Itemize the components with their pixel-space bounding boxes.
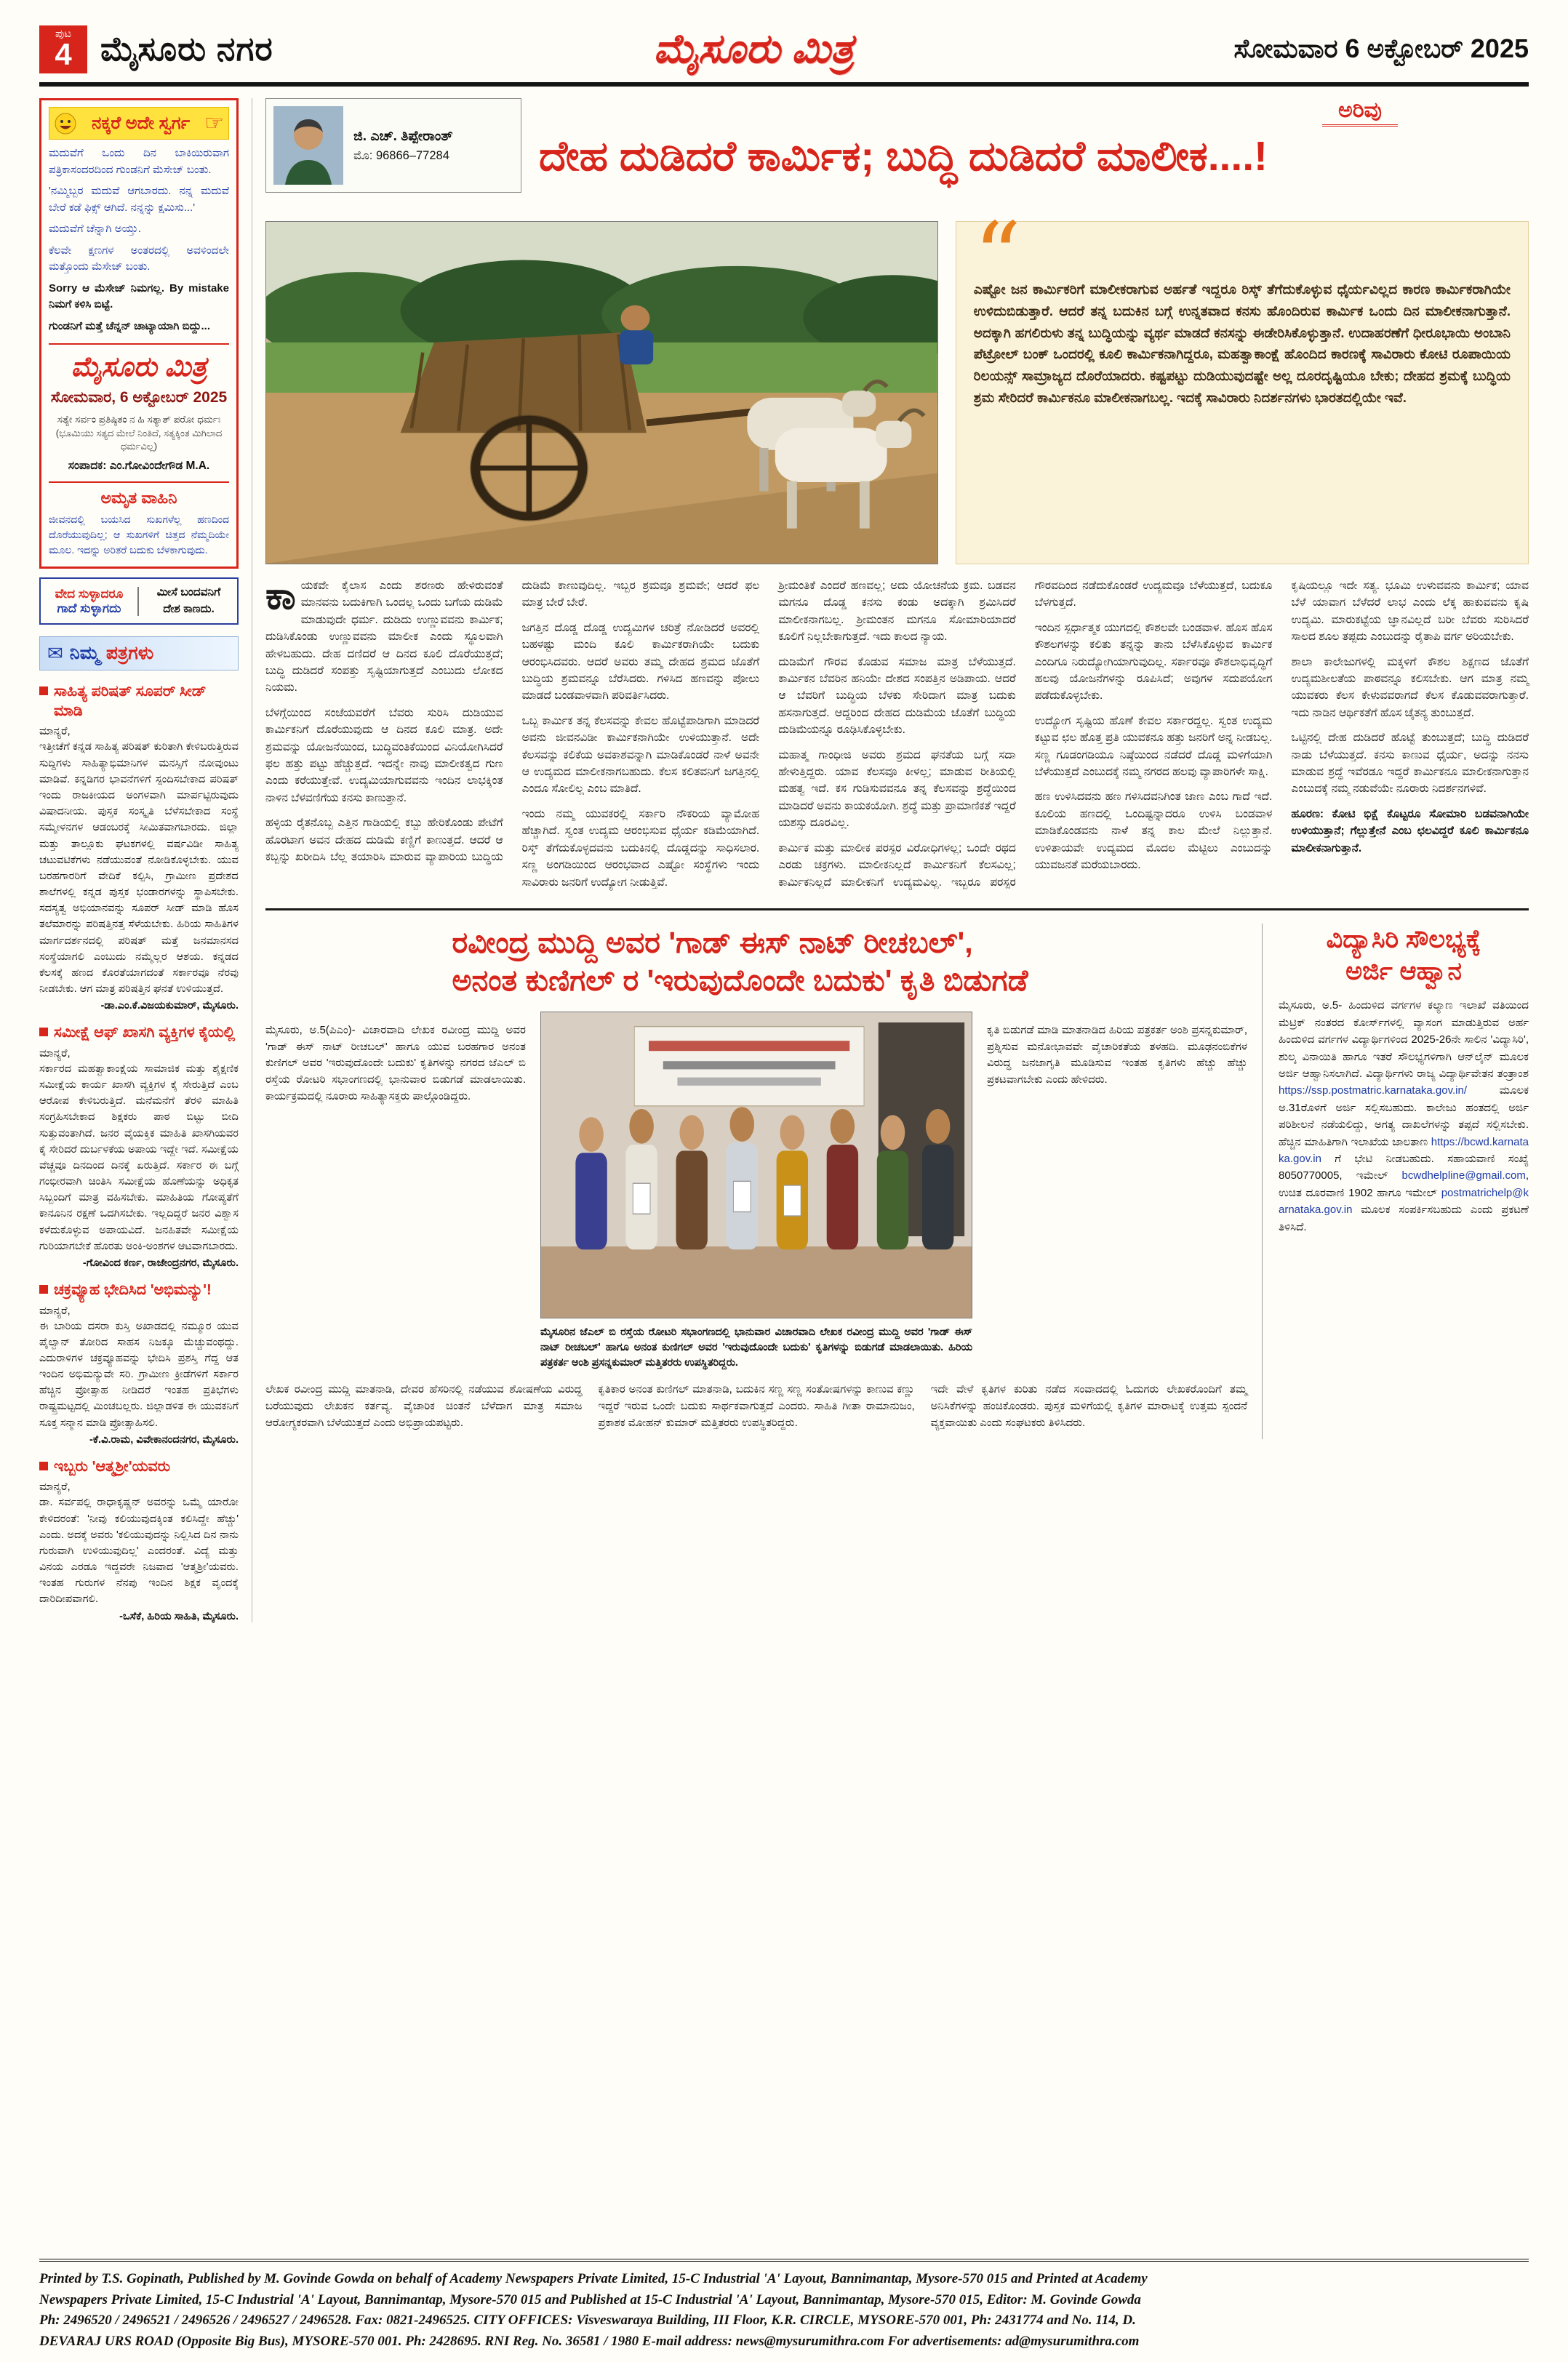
letter-body: ಡಾ. ಸರ್ವಪಲ್ಲಿ ರಾಧಾಕೃಷ್ಣನ್ ಅವರನ್ನು ಒಮ್ಮೆ ಯಾರೋ ಕೇಳಿದರಂತೆ: 'ನೀವು ಕಲಿಯುವುದಕ್ಕಿಂತ ಕಲಿಸಿದ್ದೇ ಹೆಚ್ಚು' ಎಂದು. ಅದಕ್ಕೆ ಅವರು 'ಕಲಿಯುವುದನ್ನು ನಿಲ್ಲಿಸಿದ ದಿನ ನಾನು ಗುರುವಾಗಿ ಉಳಿಯುವುದಿಲ್ಲ' ಎಂದರಂತೆ. ವಿದ್ಯೆ ಮತ್ತು ವಿನಯ ಎರಡೂ ಇದ್ದವರೇ ನಿಜವಾದ 'ಆತ್ಮಶ್ರೀ'ಯವರು. ಇಂತಹ ಗುರುಗಳ ನೆನಪು ಇಂದಿನ ಶಿಕ್ಷಕ ವೃಂದಕ್ಕೆ ದಾರಿದೀಪವಾಗಲಿ. [39,1497,239,1606]
scheme-body [1279,997,1529,1235]
lead-paragraph: ದುಡಿಮೆಗೆ ಗೌರವ ಕೊಡುವ ಸಮಾಜ ಮಾತ್ರ ಬೆಳೆಯುತ್ತದೆ. ಕಾರ್ಮಿಕನ ಬೆವರಿನ ಹನಿಯೇ ದೇಶದ ಸಂಪತ್ತಿನ ಅಡಿಪಾಯ. ಆದರೆ ಆ ಬೆವರಿಗೆ ಬುದ್ಧಿಯ ಬೆಳಕು ಸೇರಿದಾಗ ಮಾತ್ರ ಬದುಕು ಹಸನಾಗುತ್ತದೆ. ಆದ್ದರಿಂದ ದೇಹದ ದುಡಿಮೆಯ ಜೊತೆಗೆ ಬುದ್ಧಿಯ ದುಡಿಮೆಯನ್ನೂ ರೂಢಿಸಿಕೊಳ್ಳಬೇಕು. [778,655,1016,737]
proverb-right-line1: ಮೀಸೆ ಬಂದವನಿಗೆ [156,586,221,599]
pull-quote-text: ಎಷ್ಟೋ ಜನ ಕಾರ್ಮಿಕರಿಗೆ ಮಾಲೀಕರಾಗುವ ಅರ್ಹತೆ ಇದ್ದರೂ ರಿಸ್ಕ್ ತೆಗೆದುಕೊಳ್ಳುವ ಧೈರ್ಯವಿಲ್ಲದ ಕಾರಣ ಕಾರ್ಮಿಕರಾಗಿಯೇ ಉಳಿದುಬಿಡುತ್ತಾರೆ. ಆದರೆ ತನ್ನ ಬದುಕಿನ ಬಗ್ಗೆ ಉನ್ನತವಾದ ಕನಸು ಹೊಂದಿರುವ ಕಾರ್ಮಿಕ ಒಂದು ದಿನ ಮಾಲೀಕನಾಗುತ್ತಾನೆ. ಅದಕ್ಕಾಗಿ ಹಗಲಿರುಳು ತನ್ನ ಬುದ್ಧಿಯನ್ನು ವ್ಯರ್ಥ ಮಾಡದೆ ಕನಸನ್ನು ಈಡೇರಿಸಿಕೊಳ್ಳುತ್ತಾನೆ. ಉದಾಹರಣೆಗೆ ಧೀರೂಭಾಯಿ ಅಂಬಾನಿ ಪೆಟ್ರೋಲ್ ಬಂಕ್ ಒಂದರಲ್ಲಿ ಕೂಲಿ ಕಾರ್ಮಿಕನಾಗಿದ್ದರೂ, ಮಹತ್ವಾಕಾಂಕ್ಷೆ ಹೊಂದಿದ ಕಾರಣಕ್ಕೆ ಸಾವಿರಾರು ಕೋಟಿ ರೂಪಾಯಿಯ ರಿಲಯನ್ಸ್ ಸಾಮ್ರಾಜ್ಯದ ದೊರೆಯಾದರು. ಕಷ್ಟಪಟ್ಟು ದುಡಿಯುವುದಷ್ಟೇ ಅಲ್ಲ ದೂರದೃಷ್ಟಿಯೂ ಬೇಕು; ದೇಹದ ಶ್ರಮಕ್ಕೆ ಬುದ್ಧಿಯ ಶ್ರಮ ಸೇರಿದರೆ ಕಾರ್ಮಿಕನೂ ಮಾಲೀಕನಾಗಬಲ್ಲ. ಇದಕ್ಕೆ ಸಾವಿರಾರು ನಿದರ್ಶನಗಳು ಭಾರತದಲ್ಲಿಯೇ ಇವೆ. [973,281,1511,405]
section-title: ಮೈಸೂರು ನಗರ [100,29,273,68]
rail-masthead-date: ಸೋಮವಾರ, 6 ಅಕ್ಟೋಬರ್ 2025 [50,389,228,406]
proverb-right-line2: ದೇಶ ಕಾಣದು. [163,602,215,615]
drop-cap: ಕಾ [265,575,296,618]
joke-line: ಮದುವೆಗೆ ಚೆನ್ನಾಗಿ ಅಯ್ತು. [49,223,141,235]
lead-body [265,577,1529,891]
lead-article [265,98,1529,891]
letter-body: ಈ ಬಾರಿಯ ದಸರಾ ಕುಸ್ತಿ ಅಖಾಡದಲ್ಲಿ ನಮ್ಮೂರ ಯುವ ಪೈಲ್ವಾನ್ ತೋರಿದ ಸಾಹಸ ನಿಜಕ್ಕೂ ಮೆಚ್ಚುವಂಥದ್ದು. ಎದುರಾಳಿಗಳ ಚಕ್ರವ್ಯೂಹವನ್ನು ಭೇದಿಸಿ ಪ್ರಶಸ್ತಿ ಗೆದ್ದ ಆತ ಇಂದಿನ ಅಭಿಮನ್ಯುವೇ ಸರಿ. ಗ್ರಾಮೀಣ ಕ್ರೀಡೆಗಳಿಗೆ ಸರ್ಕಾರ ಹೆಚ್ಚಿನ ಪ್ರೋತ್ಸಾಹ ನೀಡಿದರೆ ಇಂತಹ ಪ್ರತಿಭೆಗಳು ರಾಷ್ಟ್ರಮಟ್ಟದಲ್ಲಿ ಮಿಂಚಬಲ್ಲರು. ಜಿಲ್ಲಾಡಳಿತ ಈ ಯುವಕನಿಗೆ ಸೂಕ್ತ ಸನ್ಮಾನ ಮಾಡಿ ಪ್ರೋತ್ಸಾಹಿಸಲಿ. [39,1320,239,1429]
rail-masthead-logo: ಮೈಸೂರು ಮಿತ್ರ [71,352,207,383]
pull-quote [956,221,1529,564]
scheme-headline [1279,924,1529,988]
bcwd-website-link[interactable]: https://bcwd.karnataka.gov.in [1279,1135,1529,1165]
letter-item [39,1281,239,1446]
book-paragraph: ಲೇಖಕ ರವೀಂದ್ರ ಮುದ್ದಿ ಮಾತನಾಡಿ, ದೇವರ ಹೆಸರಿನಲ್ಲಿ ನಡೆಯುವ ಶೋಷಣೆಯ ವಿರುದ್ಧ ಬರೆಯುವುದು ಲೇಖಕನ ಕರ್ತವ್ಯ. ವೈಚಾರಿಕ ಚಿಂತನೆ ಬೆಳೆದಾಗ ಮಾತ್ರ ಸಮಾಜ ಆರೋಗ್ಯಕರವಾಗಿ ಬೆಳೆಯುತ್ತದೆ ಎಂದು ಅಭಿಪ್ರಾಯಪಟ್ಟರು. [265,1383,583,1430]
scheme-text: ಗೆ ಭೇಟಿ ನೀಡಬಹುದು. ಸಹಾಯವಾಣಿ ಸಂಖ್ಯೆ 8050770005, ಇಮೇಲ್ [1279,1152,1529,1182]
rail-masthead [49,343,229,473]
author-card [265,98,521,193]
proverb-left [47,587,139,616]
lead-paragraph: ಕೃಷಿಯಲ್ಲೂ ಇದೇ ಸತ್ಯ. ಭೂಮಿ ಉಳುವವನು ಕಾರ್ಮಿಕ; ಯಾವ ಬೆಳೆ ಯಾವಾಗ ಬೆಳೆದರೆ ಲಾಭ ಎಂದು ಲೆಕ್ಕ ಹಾಕುವವನು ಕೃಷಿ ಉದ್ಯಮಿ. ಮಾರುಕಟ್ಟೆಯ ಜ್ಞಾನವಿಲ್ಲದೆ ಬರೀ ಬೆವರು ಸುರಿಸಿದರೆ ಸಾಲದ ಶೂಲ ತಪ್ಪದು ಎಂಬುದನ್ನು ರೈತಾಪಿ ವರ್ಗ ಅರಿಯಬೇಕು. [1291,580,1529,644]
letter-body: ಸರ್ಕಾರದ ಮಹತ್ವಾಕಾಂಕ್ಷೆಯ ಸಾಮಾಜಿಕ ಮತ್ತು ಶೈಕ್ಷಣಿಕ ಸಮೀಕ್ಷೆಯ ಕಾರ್ಯ ಖಾಸಗಿ ವ್ಯಕ್ತಿಗಳ ಕೈ ಸೇರುತ್ತಿದೆ ಎಂಬ ಆರೋಪ ಕೇಳಿಬರುತ್ತಿದೆ. ಮನೆಮನೆಗೆ ತೆರಳಿ ಮಾಹಿತಿ ಸಂಗ್ರಹಿಸಬೇಕಾದ ಶಿಕ್ಷಕರು ಪಾಠ ಬಿಟ್ಟು ಬೀದಿ ಸುತ್ತುವಂತಾಗಿದೆ. ಜನರ ವೈಯಕ್ತಿಕ ಮಾಹಿತಿ ಖಾಸಗಿಯವರ ಕೈ ಸೇರಿದರೆ ದುರ್ಬಳಕೆಯ ಅಪಾಯ ಇದ್ದೇ ಇದೆ. ಸಮೀಕ್ಷೆಯ ವೆಚ್ಚವೂ ದಿನದಿಂದ ದಿನಕ್ಕೆ ಏರುತ್ತಿದೆ. ಸರ್ಕಾರ ಈ ಬಗ್ಗೆ ಗಂಭೀರವಾಗಿ ಚಿಂತಿಸಿ ಸಮೀಕ್ಷೆಯ ಹೊಣೆಯನ್ನು ಅಧಿಕೃತ ಸಿಬ್ಬಂದಿಗೆ ಮಾತ್ರ ವಹಿಸಬೇಕು. ಮಾಹಿತಿಯ ಗೋಪ್ಯತೆಗೆ ಕಾನೂನಿನ ರಕ್ಷಣೆ ಒದಗಿಸಬೇಕು. ಇಲ್ಲದಿದ್ದರೆ ಜನರ ವಿಶ್ವಾಸ ಕಳೆದುಕೊಳ್ಳುವ ಅಪಾಯವಿದೆ. ಜನಹಿತವೇ ಸಮೀಕ್ಷೆಯ ಗುರಿಯಾಗಬೇಕೆ ಹೊರತು ಅಂಕಿ-ಅಂಶಗಳ ಆಟವಾಗಬಾರದು. [39,1062,239,1252]
bullock-cart-photo [265,221,938,564]
scheme-text: ಮೂಲಕ ಅ.31ರೊಳಗೆ ಅರ್ಜಿ ಸಲ್ಲಿಸಬಹುದು. ಕಾಲೇಜು ಹಂತದಲ್ಲಿ ಅರ್ಜಿ ಪರಿಶೀಲನೆ ನಡೆಯಲಿದ್ದು, ಅಗತ್ಯ ದಾಖಲೆಗಳನ್ನು ತಪ್ಪದೆ ಸಲ್ಲಿಸಬೇಕು. ಹೆಚ್ಚಿನ ಮಾಹಿತಿಗಾಗಿ ಇಲಾಖೆಯ ಜಾಲತಾಣ [1279,1084,1529,1148]
bullet-square-icon [39,1285,48,1294]
scheme-text: ಮೈಸೂರು, ಅ.5- ಹಿಂದುಳಿದ ವರ್ಗಗಳ ಕಲ್ಯಾಣ ಇಲಾಖೆ ವತಿಯಿಂದ ಮೆಟ್ರಿಕ್ ನಂತರದ ಕೋರ್ಸ್‌ಗಳಲ್ಲಿ ವ್ಯಾಸಂಗ ಮಾಡುತ್ತಿರುವ ಅರ್ಹ ಹಿಂದುಳಿದ ವರ್ಗಗಳ ವಿದ್ಯಾರ್ಥಿಗಳಿಂದ 2025-26ನೇ ಸಾಲಿನ 'ವಿದ್ಯಾಸಿರಿ', ಶುಲ್ಕ ವಿನಾಯಿತಿ ಹಾಗೂ ಇತರೆ ಸೌಲಭ್ಯಗಳಿಗಾಗಿ ಆನ್‌ಲೈನ್ ಮೂಲಕ ಅರ್ಜಿ ಆಹ್ವಾನಿಸಲಾಗಿದೆ. ವಿದ್ಯಾರ್ಥಿಗಳು ರಾಜ್ಯ ವಿದ್ಯಾರ್ಥಿವೇತನ ತಂತ್ರಾಂಶ [1279,999,1529,1080]
lead-paragraph: ಇಂದಿನ ಸ್ಪರ್ಧಾತ್ಮಕ ಯುಗದಲ್ಲಿ ಕೌಶಲವೇ ಬಂಡವಾಳ. ಹೊಸ ಹೊಸ ಕೌಶಲಗಳನ್ನು ಕಲಿತು ತನ್ನನ್ನು ತಾನು ಬೆಳೆಸಿಕೊಳ್ಳುವ ಕಾರ್ಮಿಕ ಎಂದಿಗೂ ನಿರುದ್ಯೋಗಿಯಾಗುವುದಿಲ್ಲ. ಸರ್ಕಾರವೂ ಕೌಶಲಾಭಿವೃದ್ಧಿಗೆ ಹಲವು ಯೋಜನೆಗಳನ್ನು ರೂಪಿಸಿದೆ; ಅವುಗಳ ಸದುಪಯೋಗ ಪಡೆದುಕೊಳ್ಳಬೇಕು. [1034,621,1273,702]
bullet-square-icon [39,1462,48,1470]
letters-header [39,636,239,670]
author-photo [273,106,343,185]
letter-salutation: ಮಾನ್ಯರೆ, [39,1046,71,1060]
envelope-icon [47,642,63,665]
joke-line: ಮದುವೆಗೆ ಒಂದು ದಿನ ಬಾಕಿಯಿರುವಾಗ ಪತ್ರಿಕಾಸಂದರದಿಂದ ಗುಂಡನಿಗೆ ಮೆಸೇಜ್ ಬಂತು. [49,147,229,176]
ssp-portal-link[interactable]: https://ssp.postmatric.karnataka.gov.in/ [1279,1084,1468,1097]
letter-item [39,1457,239,1622]
joke-line: ಗುಂಡನಿಗೆ ಮತ್ತೆ ಚೆನ್ನನ್ ಚಾಟ್ಯಾಯಾಗಿ ಬಿದ್ದು... [49,319,211,332]
joke-line: 'ನಮ್ಮಿಬ್ಬರ ಮದುವೆ ಆಗಬಾರದು. ನನ್ನ ಮದುವೆ ಬೇರೆ ಕಡೆ ಫಿಕ್ಸ್ ಆಗಿದೆ. ನನ್ನನ್ನು ಕ್ಷಮಿಸು...' [49,185,229,214]
amrutha-title: ಅಮೃತ ವಾಹಿನಿ [100,489,177,508]
masthead-logo: ಮೈಸೂರು ಮಿತ್ರ [653,25,854,71]
masthead-motto: ಸತ್ಯೇ ಸರ್ವಂ ಪ್ರತಿಷ್ಠಿತಂ ನ ಹಿ ಸತ್ಯಾತ್ ಪರೋ ಧರ್ಮಃ [57,414,221,425]
lead-paragraph: ಶಾಲಾ ಕಾಲೇಜುಗಳಲ್ಲಿ ಮಕ್ಕಳಿಗೆ ಕೌಶಲ ಶಿಕ್ಷಣದ ಜೊತೆಗೆ ಉದ್ಯಮಶೀಲತೆಯ ಪಾಠವನ್ನೂ ಕಲಿಸಬೇಕು. ಆಗ ಮಾತ್ರ ನಮ್ಮ ಯುವಕರು ಕೆಲಸ ಕೇಳುವವರಾಗದೆ ಕೆಲಸ ಕೊಡುವವರಾಗುತ್ತಾರೆ. ಇದು ನಾಡಿನ ಆರ್ಥಿಕತೆಗೆ ಹೊಸ ಚೈತನ್ಯ ತುಂಬುತ್ತದೆ. [1291,655,1529,719]
imprint-line: Ph: 2496520 / 2496521 / 2496526 / 2496527 / 2496528. Fax: 0821-2496525. CITY OFFICES: Visveswaraya Building, III Floor, K.R. CIRCLE, MYSORE-570 001, Ph: 2431774 and No. 114, D. [39,2313,1136,2328]
imprint-footer [39,2259,1529,2352]
laughing-smiley-icon [54,112,77,135]
book-paragraph: ಕೃತಿ ಬಿಡುಗಡೆ ಮಾಡಿ ಮಾತನಾಡಿದ ಹಿರಿಯ ಪತ್ರಕರ್ತ ಅಂಶಿ ಪ್ರಸನ್ನಕುಮಾರ್, ಪ್ರಶ್ನಿಸುವ ಮನೋಭಾವವೇ ವೈಚಾರಿಕತೆಯ ತಳಹದಿ. ಮೂಢನಂಬಿಕೆಗಳ ವಿರುದ್ಧ ಜನಜಾಗೃತಿ ಮೂಡಿಸುವ ಇಂತಹ ಕೃತಿಗಳು ಹೆಚ್ಚು ಹೆಚ್ಚು ಪ್ರಕಟವಾಗಬೇಕು ಎಂದು ಹೇಳಿದರು. [987,1023,1247,1086]
page-label: ಪುಟ [55,28,71,40]
letter-salutation: ಮಾನ್ಯರೆ, [39,1481,71,1494]
book-photo-block [540,1012,972,1371]
letter-title: ಚಕ್ರವ್ಯೂಹ ಭೇದಿಸಿದ 'ಅಭಿಮನ್ಯು'! [39,1281,239,1300]
lead-paragraph: ಕಾಯಕವೇ ಕೈಲಾಸ ಎಂದು ಶರಣರು ಹೇಳಿರುವಂತೆ ಮಾನವನು ಬದುಕಿಗಾಗಿ ಒಂದಲ್ಲ ಒಂದು ಬಗೆಯ ದುಡಿಮೆ ಮಾಡುವುದೇ ಧರ್ಮ. ದುಡಿದು ಉಣ್ಣುವವನು ಕಾರ್ಮಿಕ; ದುಡಿಸಿಕೊಂಡು ಉಣ್ಣುವವನು ಮಾಲೀಕ ಎಂದು ಸ್ಥೂಲವಾಗಿ ಹೇಳಬಹುದು. ದೇಹ ದಣಿದರೆ ಆ ದಿನದ ಕೂಲಿ ದೊರೆಯುತ್ತದೆ; ಬುದ್ಧಿ ದುಡಿದರೆ ಸಂಪತ್ತು ಸೃಷ್ಟಿಯಾಗುತ್ತದೆ ಎಂಬುದು ಲೋಕದ ನಿಯಮ. [265,575,503,694]
scheme-text: , ಉಚಿತ ದೂರವಾಣಿ 1902 ಹಾಗೂ ಇಮೇಲ್ [1279,1169,1529,1199]
quote-mark-icon [974,232,1511,279]
letter-signature: -ಕೆ.ವಿ.ರಾಮ, ವಿವೇಕಾನಂದನಗರ, ಮೈಸೂರು. [89,1433,239,1446]
amrutha-text: ಜೀವನದಲ್ಲಿ ಬಯಸಿದ ಸುಖಗಳೆಲ್ಲ ಹಣದಿಂದ ದೊರೆಯುವುದಿಲ್ಲ; ಆ ಸುಖಗಳಿಗೆ ಚಿತ್ತದ ನೆಮ್ಮದಿಯೇ ಮೂಲ. ಇದನ್ನು ಅರಿತರೆ ಬದುಕು ಬೆಳಕಾಗುವುದು. [49,513,229,556]
scheme-headline-line1: ವಿದ್ಯಾಸಿರಿ ಸೌಲಭ್ಯಕ್ಕೆ [1326,924,1481,953]
photo-caption: ಮೈಸೂರಿನ ಜೆಎಲ್ ಬಿ ರಸ್ತೆಯ ರೋಟರಿ ಸಭಾಂಗಣದಲ್ಲಿ ಭಾನುವಾರ ವಿಚಾರವಾದಿ ಲೇಖಕ ರವೀಂದ್ರ ಮುದ್ದಿ ಅವರ 'ಗಾಡ್ ಈಸ್ ನಾಟ್ ರೀಚಬಲ್' ಹಾಗೂ ಅನಂತ ಕುಣಿಗಲ್ ಅವರ 'ಇರುವುದೊಂದೇ ಬದುಕು' ಕೃತಿಗಳನ್ನು ಬಿಡುಗಡೆ ಮಾಡಲಾಯಿತು. ಹಿರಿಯ ಪತ್ರಕರ್ತ ಅಂಶಿ ಪ್ರಸನ್ನಕುಮಾರ್ ಮತ್ತಿತರರು ಉಪಸ್ಥಿತರಿದ್ದರು. [540,1326,972,1369]
masthead-motto-sub: (ಭೂಮಿಯು ಸತ್ಯದ ಮೇಲೆ ನಿಂತಿದೆ, ಸತ್ಯಕ್ಕಿಂತ ಮಿಗಿಲಾದ ಧರ್ಮವಿಲ್ಲ) [55,427,223,452]
book-headline-line1: ರವೀಂದ್ರ ಮುದ್ದಿ ಅವರ 'ಗಾಡ್ ಈಸ್ ನಾಟ್ ರೀಚಬಲ್', [452,925,973,959]
lead-paragraph: ಜಗತ್ತಿನ ದೊಡ್ಡ ದೊಡ್ಡ ಉದ್ಯಮಿಗಳ ಚರಿತ್ರೆ ನೋಡಿದರೆ ಅವರಲ್ಲಿ ಬಹಳಷ್ಟು ಮಂದಿ ಕೂಲಿ ಕಾರ್ಮಿಕರಾಗಿಯೇ ಬದುಕು ಆರಂಭಿಸಿದವರು. ಆದರೆ ಅವರು ತಮ್ಮ ದೇಹದ ಶ್ರಮದ ಜೊತೆಗೆ ಬುದ್ಧಿಯ ಶ್ರಮವನ್ನೂ ಬೆರೆಸಿದರು. ಗಳಿಸಿದ ಹಣವನ್ನು ಪೋಲು ಮಾಡದೆ ಬಂಡವಾಳವಾಗಿ ಪರಿವರ್ತಿಸಿದರು. [521,621,760,702]
imprint-line: Printed by T.S. Gopinath, Published by M. Govinde Gowda on behalf of Academy Newspapers Private Limited, 15-C Industrial 'A' Layout, Bannimantap, Mysore-570 015 and Printed at Academy [39,2271,1148,2286]
letter-title: ಸಾಹಿತ್ಯ ಪರಿಷತ್ ಸೂಪರ್ ಸೀಡ್ ಮಾಡಿ [39,682,239,721]
joke-line: Sorry ಆ ಮೆಸೇಜ್ ನಿಮಗಲ್ಲ. By mistake ನಿಮಗೆ ಕಳಿಸಿ ಬಿಟ್ಟೆ. [49,281,229,311]
letter-item [39,682,239,1012]
book-paragraph: ಕೃತಿಕಾರ ಅನಂತ ಕುಣಿಗಲ್ ಮಾತನಾಡಿ, ಬದುಕಿನ ಸಣ್ಣ ಸಣ್ಣ ಸಂತೋಷಗಳನ್ನು ಕಾಣುವ ಕಣ್ಣು ಇದ್ದರೆ ಇರುವ ಒಂದೇ ಬದುಕು ಸಾರ್ಥಕವಾಗುತ್ತದೆ ಎಂದರು. ಸಾಹಿತಿ ಗೀತಾ ರಾಮಾನುಜಂ, ಪ್ರಕಾಶಕ ಮೋಹನ್ ಕುಮಾರ್ ಮತ್ತಿತರರು ಉಪಸ್ಥಿತರಿದ್ದರು. [598,1383,915,1430]
top-bar [39,25,1529,87]
imprint-line: Newspapers Private Limited, 15-C Industrial 'A' Layout, Bannimantap, Mysore-570 015 and Published at 15-C Industrial 'A' Layout, Bannimantap, Mysore-570 015, Editor: M. Govinde Gowda [39,2291,1141,2307]
scheme-text: ಮೂಲಕ ಸಂಪರ್ಕಿಸಬಹುದು ಎಂದು ಪ್ರಕಟಣೆ ತಿಳಿಸಿದೆ. [1279,1204,1529,1233]
kicker-badge: ಅರಿವು [1322,98,1398,127]
book-body [265,1382,1247,1438]
lead-paragraph: ಉದ್ಯೋಗ ಸೃಷ್ಟಿಯ ಹೊಣೆ ಕೇವಲ ಸರ್ಕಾರದ್ದಲ್ಲ. ಸ್ವಂತ ಉದ್ಯಮ ಕಟ್ಟುವ ಛಲ ಹೊತ್ತ ಪ್ರತಿ ಯುವಕನೂ ಹತ್ತು ಜನರಿಗೆ ಅನ್ನ ನೀಡಬಲ್ಲ. ಸಣ್ಣ ಗೂಡಂಗಡಿಯೂ ನಿಷ್ಠೆಯಿಂದ ನಡೆದರೆ ದೊಡ್ಡ ಮಳಿಗೆಯಾಗಿ ಬೆಳೆಯುತ್ತದೆ ಎಂಬುದಕ್ಕೆ ನಮ್ಮ ನಗರದ ಹಲವು ವ್ಯಾಪಾರಿಗಳೇ ಸಾಕ್ಷಿ. [1034,714,1273,779]
proverb-box [39,577,239,625]
lead-paragraph: ಕಾರ್ಮಿಕ ಮತ್ತು ಮಾಲೀಕ ಪರಸ್ಪರ ವಿರೋಧಿಗಳಲ್ಲ; ಒಂದೇ ರಥದ ಎರಡು ಚಕ್ರಗಳು. ಮಾಲೀಕನಿಲ್ಲದೆ ಕಾರ್ಮಿಕನಿಗೆ ಕೆಲಸವಿಲ್ಲ; ಕಾರ್ಮಿಕನಿಲ್ಲದೆ ಮಾಲೀಕನಿಗೆ ಉದ್ಯಮವಿಲ್ಲ. ಇಬ್ಬರೂ ಪರಸ್ಪರ ಗೌರವದಿಂದ ನಡೆದುಕೊಂಡರೆ ಉದ್ಯಮವೂ ಬೆಳೆಯುತ್ತದೆ, ಬದುಕೂ ಬೆಳಗುತ್ತದೆ. [778,580,1273,889]
letter-signature: -ಗೋವಿಂದ ಕರ್ಣ, ರಾಜೇಂದ್ರನಗರ, ಮೈಸೂರು. [82,1257,239,1269]
joke-box [39,98,239,569]
author-phone: ಮೊ: 96866–77284 [353,148,449,162]
scholarship-article [1279,924,1529,1439]
letter-body: ಇತ್ತೀಚೆಗೆ ಕನ್ನಡ ಸಾಹಿತ್ಯ ಪರಿಷತ್ ಕುರಿತಾಗಿ ಕೇಳಿಬರುತ್ತಿರುವ ಸುದ್ದಿಗಳು ಸಾಹಿತ್ಯಾಭಿಮಾನಿಗಳ ಮನಸ್ಸಿಗೆ ನೋವುಂಟು ಮಾಡಿವೆ. ಕನ್ನಡಿಗರ ಭಾವನೆಗಳಿಗೆ ಸ್ಪಂದಿಸಬೇಕಾದ ಪರಿಷತ್ ಇಂದು ರಾಜಕೀಯದ ಅಂಗಳವಾಗಿ ಮಾರ್ಪಟ್ಟಿರುವುದು ವಿಷಾದನೀಯ. ಪುಸ್ತಕ ಸಂಸ್ಕೃತಿ ಬೆಳೆಸಬೇಕಾದ ಸಂಸ್ಥೆ ಸಮ್ಮೇಳನಗಳ ಆಡಂಬರಕ್ಕೆ ಸೀಮಿತವಾಗಬಾರದು. ಜಿಲ್ಲಾ ಮತ್ತು ತಾಲ್ಲೂಕು ಘಟಕಗಳಲ್ಲಿ ವರ್ಷವಿಡೀ ಸಾಹಿತ್ಯ ಚಟುವಟಿಕೆಗಳು ನಡೆಯುವಂತೆ ನೋಡಿಕೊಳ್ಳಬೇಕು. ಯುವ ಬರಹಗಾರರಿಗೆ ವೇದಿಕೆ ಕಲ್ಪಿಸಿ, ಗ್ರಾಮೀಣ ಪ್ರದೇಶದ ಶಾಲೆಗಳಲ್ಲಿ ಕನ್ನಡ ಪುಸ್ತಕ ಭಂಡಾರಗಳನ್ನು ಸ್ಥಾಪಿಸಬೇಕು. ಸದಸ್ಯತ್ವ ಅಭಿಯಾನವನ್ನು ಸೂಪರ್ ಸೀಡ್ ಮಾಡಿ ಹೊಸ ತಲೆಮಾರನ್ನು ಪರಿಷತ್ತಿನತ್ತ ಸೆಳೆಯಬೇಕು. ಹಿರಿಯ ಸಾಹಿತಿಗಳ ಮಾರ್ಗದರ್ಶನದಲ್ಲಿ ಪರಿಷತ್ ಮತ್ತೆ ಜನಮಾನಸದ ಸಂಸ್ಥೆಯಾಗಲಿ ಎಂಬುದು ನಮ್ಮೆಲ್ಲರ ಆಶಯ. ಕನ್ನಡದ ಕೆಲಸಕ್ಕೆ ಹಣದ ಕೊರತೆಯಾಗದಂತೆ ಸರ್ಕಾರವೂ ನೆರವು ನೀಡಬೇಕು. ಆಗ ಮಾತ್ರ ಪರಿಷತ್ತಿನ ಘನತೆ ಉಳಿಯುತ್ತದೆ. [39,741,239,996]
letter-title: ಇಬ್ಬರು 'ಆತ್ಮಶ್ರೀ'ಯವರು [39,1457,239,1477]
issue-date: ಸೋಮವಾರ 6 ಅಕ್ಟೋಬರ್ 2025 [1233,33,1529,63]
letters-header-word2: ಪತ್ರಗಳು [105,643,154,664]
book-paragraph: ಮೈಸೂರು, ಅ.5(ಪಿಎಂ)- ವಿಚಾರವಾದಿ ಲೇಖಕ ರವೀಂದ್ರ ಮುದ್ದಿ ಅವರ 'ಗಾಡ್ ಈಸ್ ನಾಟ್ ರೀಚಬಲ್' ಹಾಗೂ ಯುವ ಬರಹಗಾರ ಅನಂತ ಕುಣಿಗಲ್ ಅವರ 'ಇರುವುದೊಂದೇ ಬದುಕು' ಕೃತಿಗಳನ್ನು ನಗರದ ಜೆಎಲ್ ಬಿ ರಸ್ತೆಯ ರೋಟರಿ ಸಭಾಂಗಣದಲ್ಲಿ ಭಾನುವಾರ ಬಿಡುಗಡೆ ಮಾಡಲಾಯಿತು. ಕಾರ್ಯಕ್ರಮದಲ್ಲಿ ನೂರಾರು ಸಾಹಿತ್ಯಾಸಕ್ತರು ಪಾಲ್ಗೊಂಡಿದ್ದರು. [265,1023,526,1103]
pointing-hand-icon [204,111,224,136]
page-number: 4 [55,37,72,71]
lead-headline: ದೇಹ ದುಡಿದರೆ ಕಾರ್ಮಿಕ; ಬುದ್ಧಿ ದುಡಿದರೆ ಮಾಲೀಕ....! [539,133,1268,180]
book-headline [452,924,1248,1000]
amrutha-vahini [49,481,229,558]
book-release-article [265,924,1263,1439]
postmatric-email-link[interactable]: postmatrichelp@karnataka.gov.in [1279,1186,1529,1217]
helpline-email-link[interactable]: bcwdhelpline@gmail.com [1401,1169,1526,1182]
lead-paragraph: ಹಳ್ಳಿಯ ರೈತನೊಬ್ಬ ಎತ್ತಿನ ಗಾಡಿಯಲ್ಲಿ ಕಬ್ಬು ಹೇರಿಕೊಂಡು ಪೇಟೆಗೆ ಹೊರಟಾಗ ಅವನ ದೇಹದ ದುಡಿಮೆ ಕಣ್ಣಿಗೆ ಕಾಣುತ್ತದೆ. ಆದರೆ ಆ ಕಬ್ಬನ್ನು ಖರೀದಿಸಿ ಬೆಲ್ಲ ತಯಾರಿಸಿ ಮಾರುವ ವ್ಯಾಪಾರಿಯ ಬುದ್ಧಿಯ ದುಡಿಮೆ ಕಾಣುವುದಿಲ್ಲ. ಇಬ್ಬರ ಶ್ರಮವೂ ಶ್ರಮವೇ; ಆದರೆ ಫಲ ಮಾತ್ರ ಬೇರೆ ಬೇರೆ. [265,580,760,864]
joke-title: ನಕ್ಕರೆ ಅದೇ ಸ್ವರ್ಗ [92,113,191,133]
left-rail [39,98,239,1622]
letter-signature: -ಒಸೆಕೆ, ಹಿರಿಯ ಸಾಹಿತಿ, ಮೈಸೂರು. [119,1610,239,1622]
lead-paragraph: ಮಹಾತ್ಮ ಗಾಂಧೀಜಿ ಅವರು ಶ್ರಮದ ಘನತೆಯ ಬಗ್ಗೆ ಸದಾ ಹೇಳುತ್ತಿದ್ದರು. ಯಾವ ಕೆಲಸವೂ ಕೀಳಲ್ಲ; ಮಾಡುವ ರೀತಿಯಲ್ಲಿ ಮಹತ್ವ ಇದೆ. ಕಸ ಗುಡಿಸುವವನೂ ತನ್ನ ಕೆಲಸವನ್ನು ಶ್ರದ್ಧೆಯಿಂದ ಮಾಡಿದರೆ ಅವನು ಕಾಯಕಯೋಗಿ. ಶ್ರದ್ಧೆ ಮತ್ತು ಪ್ರಾಮಾಣಿಕತೆ ಇದ್ದರೆ ಯಶಸ್ಸು ದೂರವಿಲ್ಲ. [778,748,1016,830]
lead-paragraph: ಹಣ ಉಳಿಸಿದವನು ಹಣ ಗಳಿಸಿದವನಿಗಿಂತ ಜಾಣ ಎಂಬ ಗಾದೆ ಇದೆ. ಕೂಲಿಯ ಹಣದಲ್ಲಿ ಒಂದಿಷ್ಟನ್ನಾದರೂ ಉಳಿಸಿ ಬಂಡವಾಳ ಮಾಡಿಕೊಂಡವನು ನಾಳೆ ತನ್ನ ಕಾಲ ಮೇಲೆ ನಿಲ್ಲುತ್ತಾನೆ. ಉಳಿತಾಯವೇ ಉದ್ಯಮದ ಮೊದಲ ಮೆಟ್ಟಿಲು ಎಂಬುದನ್ನು ಯುವಜನತೆ ಮರೆಯಬಾರದು. [1034,790,1273,872]
page-number-box [39,25,87,73]
imprint-line: DEVARAJ URS ROAD (Opposite Big Bus), MYSORE-570 001. Ph: 2428695. RNI Reg. No. 36581 / 1980 E-mail address: news@mysurumithra.com For advertisements: ad@mysurumithra.com [39,2333,1140,2349]
proverb-left-line1: ವೇದ ಸುಳ್ಳಾದರೂ [55,586,124,601]
lead-paragraph: ಒಟ್ಟಿನಲ್ಲಿ ದೇಹ ದುಡಿದರೆ ಹೊಟ್ಟೆ ತುಂಬುತ್ತದೆ; ಬುದ್ಧಿ ದುಡಿದರೆ ನಾಡು ಬೆಳೆಯುತ್ತದೆ. ಕನಸು ಕಾಣುವ ಧೈರ್ಯ, ಅದನ್ನು ನನಸು ಮಾಡುವ ಶ್ರದ್ಧೆ ಇವೆರಡೂ ಇದ್ದರೆ ಕಾರ್ಮಿಕನೂ ಮಾಲೀಕನಾಗುತ್ತಾನ ಎಂಬುದಕ್ಕೆ ನಮ್ಮ ನಡುವೆಯೇ ನೂರಾರು ನಿದರ್ಶನಗಳಿವೆ. [1291,732,1529,796]
bottom-band [265,908,1529,1439]
book-column-left [265,1012,526,1371]
letter-signature: -ಡಾ.ಎಂ.ಕೆ.ವಿಜಯಕುಮಾರ್, ಮೈಸೂರು. [100,1000,239,1012]
scheme-headline-line2: ಅರ್ಜಿ ಆಹ್ವಾನ [1345,956,1462,985]
book-column-right [987,1012,1247,1371]
proverb-right [146,585,231,617]
book-paragraph: ಇದೇ ವೇಳೆ ಕೃತಿಗಳ ಕುರಿತು ನಡೆದ ಸಂವಾದದಲ್ಲಿ ಓದುಗರು ಲೇಖಕರೊಂದಿಗೆ ತಮ್ಮ ಅನಿಸಿಕೆಗಳನ್ನು ಹಂಚಿಕೊಂಡರು. ಪುಸ್ತಕ ಮಳಿಗೆಯಲ್ಲಿ ಕೃತಿಗಳ ಮಾರಾಟಕ್ಕೆ ಉತ್ತಮ ಸ್ಪಂದನೆ ವ್ಯಕ್ತವಾಯಿತು ಎಂದು ಸಂಘಟಕರು ತಿಳಿಸಿದರು. [930,1383,1247,1430]
lead-closing-note: ಹೂರಣ: ಕೋಟಿ ಭಿಕ್ಷೆ ಕೊಟ್ಟರೂ ಸೋಮಾರಿ ಬಡವನಾಗಿಯೇ ಉಳಿಯುತ್ತಾನೆ; ಗೆಲ್ಲುತ್ತೇನೆ ಎಂಬ ಛಲವಿದ್ದರೆ ಕೂಲಿ ಕಾರ್ಮಿಕನೂ ಮಾಲೀಕನಾಗುತ್ತಾನೆ. [1291,807,1529,854]
editor-line: ಸಂಪಾದಕ: ಎಂ.ಗೋವಿಂದೇಗೌಡ M.A. [68,460,210,473]
lead-paragraph: ಬೆಳಗ್ಗೆಯಿಂದ ಸಂಜೆಯವರೆಗೆ ಬೆವರು ಸುರಿಸಿ ದುಡಿಯುವ ಕಾರ್ಮಿಕನಿಗೆ ದೊರೆಯುವುದು ಆ ದಿನದ ಕೂಲಿ ಮಾತ್ರ. ಅದೇ ಶ್ರಮವನ್ನು ಯೋಜನೆಯಿಂದ, ಬುದ್ಧಿವಂತಿಕೆಯಿಂದ ವಿನಿಯೋಗಿಸಿದರೆ ಫಲ ಹತ್ತು ಪಟ್ಟು ಹೆಚ್ಚುತ್ತದೆ. ಇದನ್ನೇ ನಾವು ಮಾಲೀಕತ್ವದ ಗುಣ ಎಂದು ಕರೆಯುತ್ತೇವೆ. ಉದ್ಯಮಿಯಾಗುವವನು ಇಂದಿನ ಲಾಭಕ್ಕಿಂತ ನಾಳಿನ ಬೆಳವಣಿಗೆಯ ಕನಸು ಕಾಣುತ್ತಾನೆ. [265,706,503,804]
bullet-square-icon [39,686,48,695]
letter-item [39,1023,239,1269]
letters-header-word1: ನಿಮ್ಮ [69,643,100,664]
book-release-photo [540,1012,972,1318]
letter-salutation: ಮಾನ್ಯರೆ, [39,1304,71,1317]
book-headline-line2: ಅನಂತ ಕುಣಿಗಲ್ ರ 'ಇರುವುದೊಂದೇ ಬದುಕು' ಕೃತಿ ಬಿಡುಗಡೆ [452,964,1028,998]
author-name: ಜಿ. ಎಚ್. ತಿಪ್ಪೇರಾಂತ್ [353,128,453,144]
joke-header [49,107,229,140]
lead-paragraph: ಒಬ್ಬ ಕಾರ್ಮಿಕ ತನ್ನ ಕೆಲಸವನ್ನು ಕೇವಲ ಹೊಟ್ಟೆಪಾಡಿಗಾಗಿ ಮಾಡಿದರೆ ಅವನು ಜೀವನವಿಡೀ ಕಾರ್ಮಿಕನಾಗಿಯೇ ಉಳಿಯುತ್ತಾನೆ. ಅದೇ ಕೆಲಸವನ್ನು ಕಲಿಕೆಯ ಅವಕಾಶವನ್ನಾಗಿ ಮಾಡಿಕೊಂಡರೆ ನಾಳೆ ಅವನೇ ಆ ಉದ್ಯಮದ ಮಾಲೀಕನಾಗಬಹುದು. ಕೆಲಸ ಕಲಿತವನಿಗೆ ಜಗತ್ತಿನಲ್ಲಿ ಎಂದೂ ಸೋಲಿಲ್ಲ ಎಂಬ ಮಾತಿದೆ. [521,714,760,796]
joke-line: ಕೆಲವೇ ಕ್ಷಣಗಳ ಅಂತರದಲ್ಲಿ ಅವಳಿಂದಲೇ ಮತ್ತೊಂದು ಮೆಸೇಜ್ ಬಂತು. [49,244,229,273]
joke-body [49,145,229,335]
letter-salutation: ಮಾನ್ಯರೆ, [39,725,71,738]
bullet-square-icon [39,1028,48,1036]
lead-paragraph: ಇಂದು ನಮ್ಮ ಯುವಕರಲ್ಲಿ ಸರ್ಕಾರಿ ನೌಕರಿಯ ವ್ಯಾಮೋಹ ಹೆಚ್ಚಾಗಿದೆ. ಸ್ವಂತ ಉದ್ಯಮ ಆರಂಭಿಸುವ ಧೈರ್ಯ ಕಡಿಮೆಯಾಗಿದೆ. ರಿಸ್ಕ್ ತೆಗೆದುಕೊಳ್ಳದವನು ಬದುಕಿನಲ್ಲಿ ದೊಡ್ಡದನ್ನು ಸಾಧಿಸಲಾರ. ಸಣ್ಣ ಅಂಗಡಿಯಿಂದ ಆರಂಭವಾದ ಎಷ್ಟೋ ಸಂಸ್ಥೆಗಳು ಇಂದು ಸಾವಿರಾರು ಜನರಿಗೆ ಉದ್ಯೋಗ ನೀಡುತ್ತಿವೆ. [521,807,760,889]
proverb-left-line2: ಗಾದೆ ಸುಳ್ಳಾಗದು [57,601,121,615]
letter-title: ಸಮೀಕ್ಷೆ ಆಫ್ ಖಾಸಗಿ ವ್ಯಕ್ತಿಗಳ ಕೈಯಲ್ಲಿ [39,1023,239,1043]
lead-paragraph: ಶ್ರೀಮಂತಿಕೆ ಎಂದರೆ ಹಣವಲ್ಲ; ಅದು ಯೋಚನೆಯ ಕ್ರಮ. ಬಡವನ ಮಗನೂ ದೊಡ್ಡ ಕನಸು ಕಂಡು ಅದಕ್ಕಾಗಿ ಶ್ರಮಿಸಿದರೆ ಮಾಲೀಕನಾಗಬಲ್ಲ. ಶ್ರೀಮಂತನ ಮಗನೂ ಸೋಮಾರಿಯಾದರೆ ಕೂಲಿಗೆ ನಿಲ್ಲಬೇಕಾಗುತ್ತದೆ. ಇದು ಕಾಲದ ನ್ಯಾಯ. [778,580,1016,644]
main-area [252,98,1529,1622]
